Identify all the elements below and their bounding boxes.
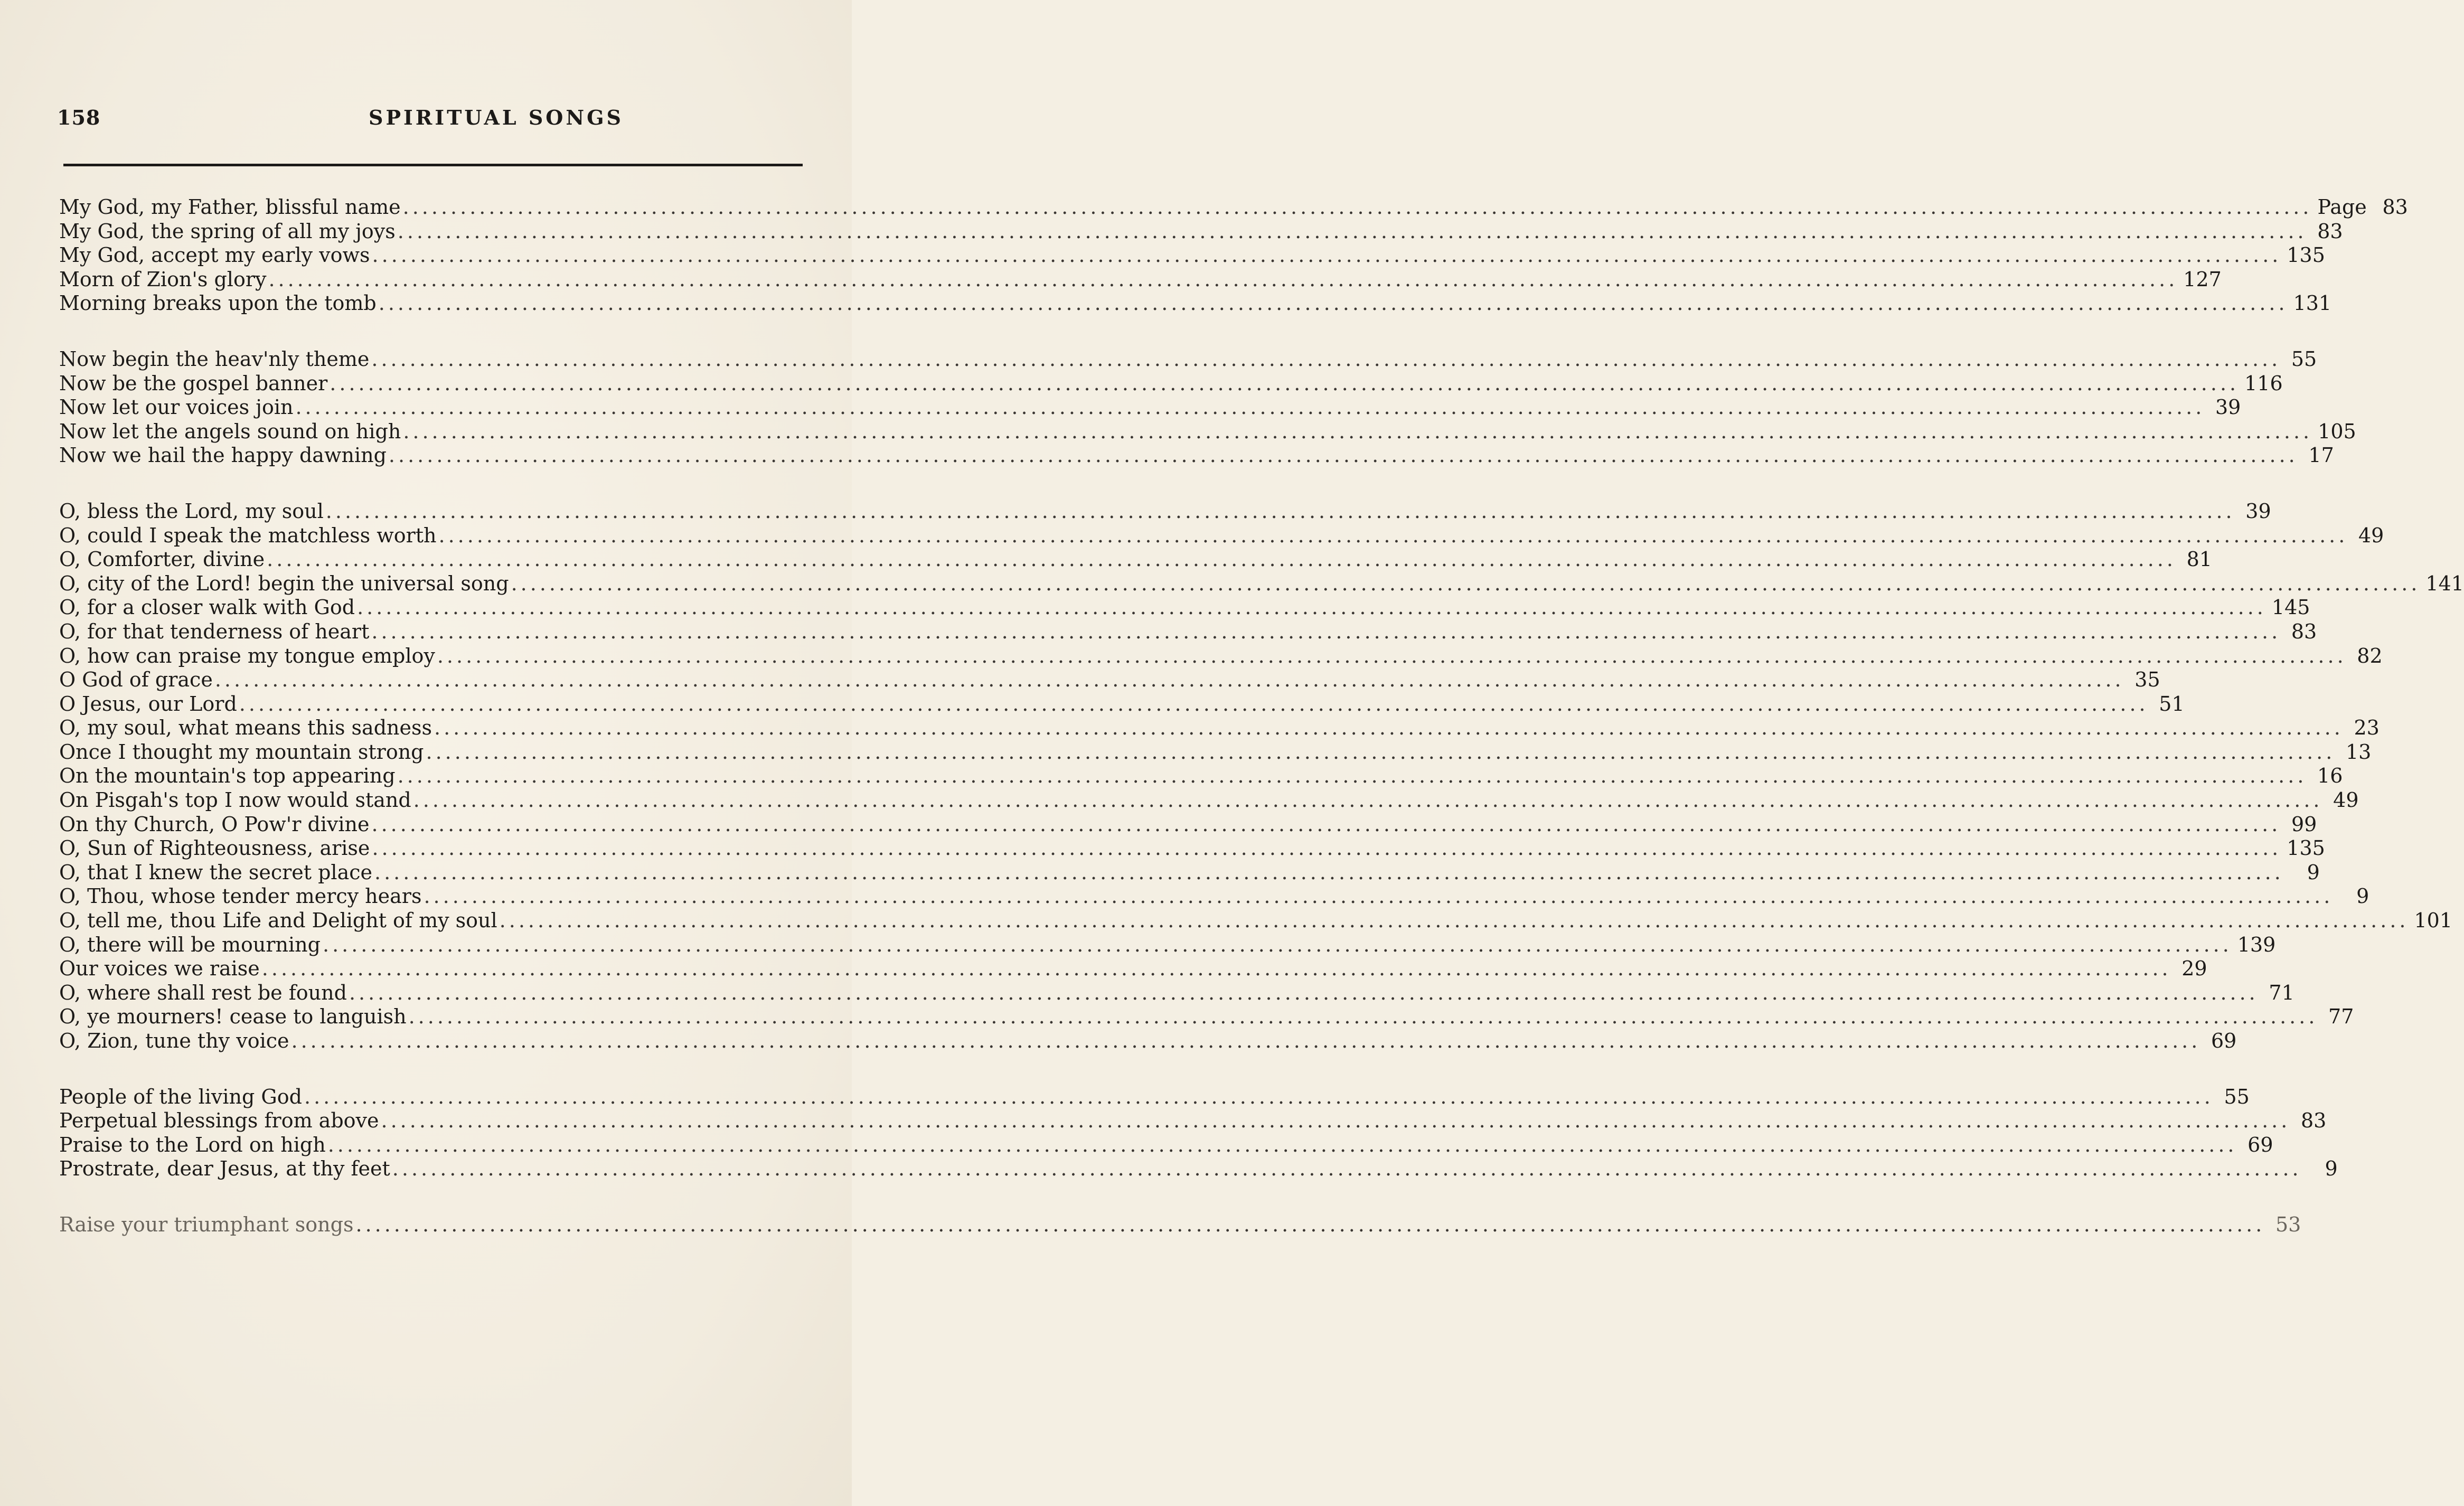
entry-title: Prostrate, dear Jesus, at thy feet [59,1157,390,1181]
index-entry [59,933,2276,957]
entry-page: 82 [2357,644,2383,667]
index-entry [59,957,2207,981]
index-entry [59,619,2317,644]
entry-page: 83 [2382,195,2408,219]
dot-leader [396,764,2312,788]
dot-leader [421,884,2338,909]
dot-leader [437,524,2354,548]
entry-page: 39 [2215,396,2241,419]
entry-title: O, Zion, tune thy voice [59,1029,289,1052]
dot-leader [424,740,2341,765]
dot-leader [266,268,2183,292]
entry-page: 139 [2237,933,2276,956]
entry-page: 127 [2183,267,2222,291]
dot-leader [293,396,2210,420]
entry-page: 55 [2291,347,2317,371]
entry-title: O God of grace [59,668,213,692]
index-entry [59,716,2380,740]
entry-title: My God, the spring of all my joys [59,219,396,243]
entry-page: 29 [2181,957,2207,981]
index-entry [59,981,2294,1005]
entry-title: Now we hail the happy dawning [59,444,387,467]
entry-page: 135 [2287,243,2325,267]
dot-leader [289,1029,2206,1053]
dot-leader [353,1213,2270,1237]
entry-page: 83 [2291,619,2317,643]
index-entry [59,396,2241,420]
entry-page: 131 [2293,291,2332,315]
running-head [57,106,828,137]
index-entry [59,1157,2338,1181]
entry-title: O, bless the Lord, my soul [59,499,324,523]
index-entry [59,788,2359,813]
entry-title: O, there will be mourning [59,933,321,956]
dot-leader [327,372,2244,396]
dot-leader [432,716,2349,740]
dot-leader [396,220,2312,244]
entry-title: O, Thou, whose tender mercy hears [59,884,422,908]
entry-title: Once I thought my mountain strong [59,740,424,764]
entry-page: 17 [2308,444,2334,467]
entry-title: Now let the angels sound on high [59,419,401,443]
entry-page: 101 [2414,909,2453,933]
entry-title: Now be the gospel banner [59,371,328,395]
entry-page: 53 [2275,1212,2301,1236]
entry-page: 9 [2356,884,2369,908]
dot-leader [370,813,2287,837]
index-entry [59,860,2320,885]
dot-leader [372,861,2289,885]
dot-leader [237,692,2154,717]
page-label: Page [2317,195,2367,219]
dot-leader [347,981,2264,1005]
dot-leader [377,291,2293,316]
dot-leader [387,444,2303,468]
entry-title: On Pisgah's top I now would stand [59,788,411,812]
entry-title: On the mountain's top appearing [59,764,396,788]
index-entry [59,740,2372,765]
dot-leader [390,1157,2307,1181]
dot-leader [411,788,2328,813]
entry-page: 51 [2159,692,2185,716]
entry-title: Now let our voices join [59,396,294,419]
entry-page: 77 [2328,1005,2354,1029]
entry-title: O, ye mourners! cease to languish [59,1005,407,1029]
entry-title: My God, accept my early vows [59,243,370,267]
index-entry [59,884,2369,909]
dot-leader [379,1109,2296,1133]
index-entry [59,371,2283,396]
entry-page: 145 [2271,596,2310,619]
header-rule [63,164,803,166]
running-title: SPIRITUAL SONGS [369,106,624,129]
index-entry [59,812,2317,837]
index-entry [59,499,2271,524]
index-entry [59,571,2464,596]
entry-title: O, my soul, what means this sadness [59,716,432,740]
index-group-m [59,195,2408,316]
dot-leader [407,1005,2324,1029]
entry-page: 99 [2291,812,2317,836]
entry-title: O, how can praise my tongue employ [59,644,435,667]
dot-leader [509,572,2426,596]
dot-leader [369,620,2286,644]
entry-title: Praise to the Lord on high [59,1133,326,1156]
index-entry [59,836,2325,861]
index-entry [59,1109,2327,1133]
entry-title: On thy Church, O Pow'r divine [59,812,370,836]
entry-page: 55 [2224,1085,2250,1108]
entry-title: People of the living God [59,1085,302,1108]
index-entry [59,668,2160,692]
index-entry [59,764,2343,788]
entry-page: 49 [2333,788,2359,812]
dot-leader [401,195,2318,220]
entry-page: 135 [2287,836,2325,860]
entry-title: O, tell me, thou Life and Delight of my soul [59,909,497,933]
index-group-p [59,1085,2338,1181]
index-entry [59,692,2185,717]
entry-page: 71 [2269,981,2294,1004]
index-entry [59,267,2222,292]
index-entry [59,909,2453,933]
entry-title: Our voices we raise [59,957,260,981]
entry-title: O, where shall rest be found [59,981,347,1004]
entry-page: 141 [2425,571,2464,595]
dot-leader [324,500,2241,524]
dot-leader [213,668,2130,692]
entry-page: 16 [2317,764,2343,788]
dot-leader [265,548,2181,572]
entry-title: My God, my Father, blissful name [59,195,401,219]
index-entry [59,1085,2250,1109]
entry-title: O, for a closer walk with God [59,596,355,619]
index-entry [59,195,2408,220]
index-entry [59,644,2383,669]
entry-page: 35 [2134,668,2160,692]
hymn-index [59,195,2464,1269]
index-entry [59,548,2212,572]
index-entry [59,596,2310,620]
entry-title: O, Comforter, divine [59,548,265,571]
index-group-r [59,1212,2301,1237]
index-entry [59,1005,2354,1029]
entry-page: 69 [2247,1133,2273,1156]
entry-page: 13 [2345,740,2372,764]
entry-page: 69 [2211,1029,2237,1052]
entry-title: O, could I speak the matchless worth [59,523,437,547]
index-entry [59,1133,2273,1157]
entry-page: 105 [2318,419,2356,443]
entry-title: Raise your triumphant songs [59,1212,354,1236]
entry-page: 23 [2354,716,2380,740]
page-number: 158 [57,106,101,129]
dot-leader [302,1085,2219,1109]
index-entry [59,243,2325,268]
entry-title: Perpetual blessings from above [59,1109,379,1133]
dot-leader [370,836,2287,861]
entry-title: Now begin the heav'nly theme [59,347,370,371]
dot-leader [497,909,2414,933]
dot-leader [326,1133,2243,1157]
index-entry [59,291,2332,316]
dot-leader [369,347,2286,372]
entry-title: O Jesus, our Lord [59,692,237,716]
dot-leader [401,420,2318,444]
dot-leader [355,596,2272,620]
dot-leader [321,933,2237,957]
entry-title: O, Sun of Righteousness, arise [59,836,370,860]
entry-page: 81 [2186,548,2212,571]
index-entry [59,347,2317,372]
dot-leader [435,644,2352,669]
index-entry [59,219,2343,244]
entry-title: O, for that tenderness of heart [59,619,370,643]
index-group-o [59,499,2464,1053]
dot-leader [370,243,2287,268]
entry-page: 9 [2325,1157,2338,1181]
index-entry [59,523,2384,548]
entry-page: 9 [2307,860,2320,884]
entry-page: 49 [2358,523,2384,547]
entry-page: 39 [2245,499,2271,523]
index-entry [59,444,2334,468]
entry-title: O, that I knew the secret place [59,860,373,884]
index-group-n [59,347,2356,468]
index-entry [59,1029,2237,1053]
entry-page: 116 [2244,371,2283,395]
entry-title: Morn of Zion's glory [59,267,267,291]
dot-leader [260,957,2177,981]
index-entry [59,1212,2301,1237]
entry-title: Morning breaks upon the tomb [59,291,377,315]
index-entry [59,419,2356,444]
entry-title: O, city of the Lord! begin the universal song [59,571,509,595]
entry-page: 83 [2317,219,2343,243]
entry-page: 83 [2300,1109,2327,1133]
